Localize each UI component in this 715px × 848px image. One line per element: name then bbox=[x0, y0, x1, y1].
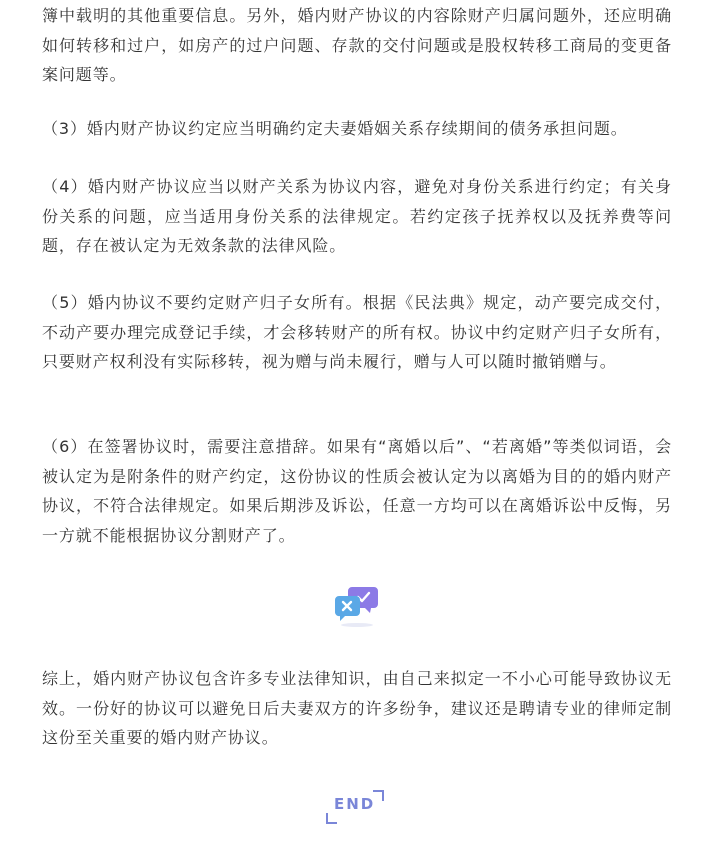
paragraph-conclusion: 综上，婚内财产协议包含许多专业法律知识，由自己来拟定一不小心可能导致协议无效。一份好的协议可以避免日后夫妻双方的许多纷争，建议还是聘请专业的律师定制这份至关重要的婚内财产协议。 bbox=[42, 669, 672, 747]
paragraph-property-transfer: 簿中载明的其他重要信息。另外，婚内财产协议的内容除财产归属问题外，还应明确如何转移和过户，如房产的过户问题、存款的交付问题或是股权转移工商局的变更备案问题等。 bbox=[42, 6, 672, 84]
chat-bubbles-icon bbox=[333, 584, 381, 628]
end-mark bbox=[322, 790, 390, 826]
paragraph-point-4: （4）婚内财产协议应当以财产关系为协议内容，避免对身份关系进行约定；有关身份关系的问题，应当适用身份关系的法律规定。若约定孩子抚养权以及抚养费等问题，存在被认定为无效条款的法律风险。 bbox=[42, 177, 672, 255]
paragraph-point-3: （3）婚内财产协议约定应当明确约定夫妻婚姻关系存续期间的债务承担问题。 bbox=[42, 119, 628, 138]
end-corner-bottom-left bbox=[326, 813, 337, 824]
paragraph-point-5: （5）婚内协议不要约定财产归子女所有。根据《民法典》规定，动产要完成交付，不动产要办理完成登记手续，才会移转财产的所有权。协议中约定财产归子女所有，只要财产权利没有实际移转，视为赠与尚未履行，赠与人可以随时撤销赠与。 bbox=[42, 293, 672, 371]
end-label: END bbox=[334, 795, 376, 813]
paragraph-point-6: （6）在签署协议时，需要注意措辞。如果有“离婚以后”、“若离婚”等类似词语，会被认定为是附条件的财产约定，这份协议的性质会被认定为以离婚为目的的婚内财产协议，不符合法律规定。如果后期涉及诉讼，任意一方均可以在离婚诉讼中反悔，另一方就不能根据协议分割财产了。 bbox=[42, 437, 672, 545]
